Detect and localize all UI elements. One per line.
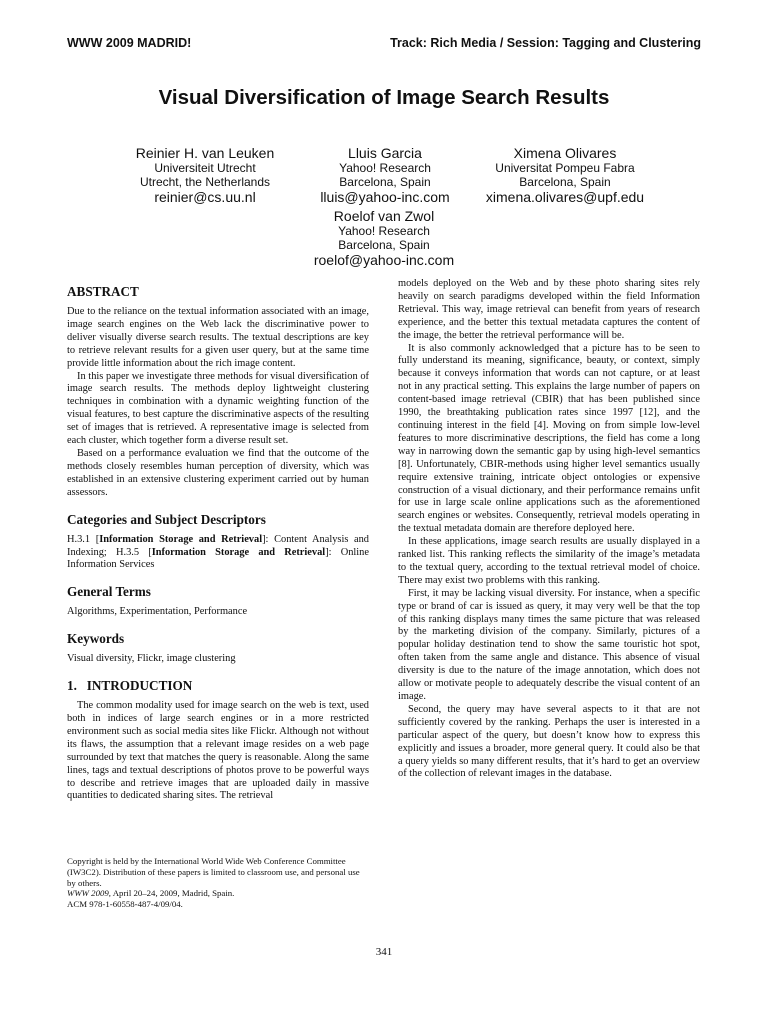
venue-details: , April 20–24, 2009, Madrid, Spain. <box>108 888 235 899</box>
keywords-section <box>67 631 369 666</box>
author-location: Utrecht, the Netherlands <box>139 174 271 189</box>
author-email: reinier@cs.uu.nl <box>154 189 256 205</box>
category-bold: Information Storage and Retrieval <box>151 546 326 558</box>
categories-heading: Categories and Subject Descriptors <box>67 511 266 527</box>
author-email: lluis@yahoo-inc.com <box>320 189 450 205</box>
categories-text <box>67 534 369 573</box>
category-text: ]: Content Analysis and Indexing; H.3.5 [ <box>67 533 370 558</box>
copyright-venue-line <box>67 888 369 899</box>
page-number: 341 <box>375 946 393 958</box>
abstract-paragraph: Due to the reliance on the textual information associated with an image, image search engines on the Web lack the discriminative power to deliver visually diverse search results. The textual descriptions are key to retrieve relevant results for a given user query, but at the same time provide little information about the rich image content. <box>67 306 369 369</box>
author-affiliation: Universitat Pompeu Fabra <box>495 161 635 175</box>
author-location: Barcelona, Spain <box>338 237 430 252</box>
author-location: Barcelona, Spain <box>519 174 611 189</box>
author-block-4 <box>284 208 484 268</box>
author-email: roelof@yahoo-inc.com <box>313 252 455 268</box>
abstract-heading: ABSTRACT <box>67 284 139 299</box>
abstract-paragraph: In this paper we investigate three methods for visual diversification of image search results. The methods deploy lightweight clustering techniques in combination with a dynamic weighting function of the visual features, to best capture the discriminative aspects of the resulting set of images that is retrieved. A representative image is selected from each cluster, which together form a diverse result set. <box>67 370 369 447</box>
acm-number: ACM 978-1-60558-487-4/09/04. <box>67 899 183 910</box>
category-text: ]: Online Information Services <box>67 546 369 571</box>
author-name: Reinier H. van Leuken <box>135 145 275 161</box>
author-name: Roelof van Zwol <box>333 208 435 224</box>
venue-name: WWW 2009 <box>67 888 109 899</box>
author-name: Ximena Olivares <box>513 145 617 161</box>
body-paragraph: models deployed on the Web and by these photo sharing sites rely heavily on search paradigms developed within the field Information Retrieval. This way, image retrieval can benefit from years of research experience, and the better this textual metadata captures the content of the image, the better the retrieval performance will be. <box>398 278 700 341</box>
introduction-paragraph: The common modality used for image search on the web is text, used both in indices of large search engines or in a more restricted environment such as social media sites like Flickr. Although not without its flaws, the assumption that a relevant image resides on a web page surrounded by text that matches the query is reasonable. Along the same lines, tags and textual descriptions of photos prove to be powerful ways to describe and retrieve images that are uploaded daily in massive quantities to dedicated sharing sites. The retrieval <box>67 700 369 802</box>
left-column <box>67 284 369 803</box>
introduction-section <box>67 678 369 803</box>
keywords-text: Visual diversity, Flickr, image clustering <box>67 653 236 665</box>
categories-section <box>67 512 369 573</box>
introduction-heading: 1. INTRODUCTION <box>67 678 193 694</box>
running-header-right: Track: Rich Media / Session: Tagging and Clustering <box>390 36 701 50</box>
author-location: Barcelona, Spain <box>339 174 431 189</box>
author-block-1 <box>110 145 300 205</box>
body-paragraph: Second, the query may have several aspects to it that are not sufficiently covered by the ranking. Perhaps the user is interested in a particular aspect of the query, but doesn’t know how to express this explicitly and issues a broader, more general query. It could also be that a query yields so many different results, that it’s hard to get an overview of the collection of relevant images in the database. <box>398 703 700 780</box>
body-paragraph: It is also commonly acknowledged that a picture has to be seen to fully understand its meaning, significance, beauty, or context, simply because it conveys information that words can not capture, or at least not in any practical setting. This explains the large number of papers on content-based image retrieval (CBIR) that has been published since 1990, the breathtaking publication rates since 1997 [12], and the continuing interest in the field [4]. Moving on from simple low-level features to more discriminative descriptions, the field has come a long way in narrowing down the semantic gap by using high-level semantics [8]. Unfortunately, CBIR-methods using higher level semantics usually require extensive training, intricate object ontologies or expensive construction of a visual dictionary, and their performance remains unfit for use in large scale online applications such as the aforementioned search engines or websites. Consequently, retrieval models operating in the textual metadata domain are therefore deployed here. <box>398 342 700 535</box>
author-block-3 <box>460 145 670 205</box>
category-bold: Information Storage and Retrieval <box>99 533 263 545</box>
author-affiliation: Yahoo! Research <box>338 224 430 238</box>
right-column <box>398 278 700 781</box>
copyright-text: Copyright is held by the International World Wide Web Conference Committee (IW3C2). Distribution of these papers is limited to classroom use, and personal use by others. <box>67 856 360 888</box>
general-terms-text: Algorithms, Experimentation, Performance <box>67 606 248 618</box>
author-name: Lluis Garcia <box>348 145 422 161</box>
body-paragraph: First, it may be lacking visual diversity. For instance, when a specific type or brand of car is issued as query, it may very well be that the top of this ranking displays many times the same picture that was released by the marketing division of the company. Similarly, pictures of a popular holiday destination tend to show the same touristic hot spot, often taken from the same angle and distance. This absence of visual diversity is due to the nature of the image annotation, which does not allow or motivate people to adequately describe the visual content of an image. <box>398 587 700 702</box>
author-block-2 <box>290 145 480 205</box>
paper-title: Visual Diversification of Image Search Results <box>158 86 610 109</box>
category-code: H.3.1 [ <box>67 533 100 545</box>
general-terms-section <box>67 584 369 619</box>
author-affiliation: Universiteit Utrecht <box>154 161 256 175</box>
keywords-heading: Keywords <box>67 631 125 647</box>
author-email: ximena.olivares@upf.edu <box>485 189 645 205</box>
general-terms-heading: General Terms <box>67 584 151 600</box>
copyright-notice <box>67 856 369 910</box>
author-affiliation: Yahoo! Research <box>339 161 431 175</box>
abstract-paragraph: Based on a performance evaluation we find that the outcome of the methods closely resembles human perception of diversity, which was established in an extensive clustering experiment carried out by human assessors. <box>67 447 369 498</box>
body-paragraph: In these applications, image search results are usually displayed in a ranked list. This ranking reflects the similarity of the image’s metadata to the textual query, according to the textual retrieval model of choice. There may exist two problems with this ranking. <box>398 536 700 586</box>
running-header-left: WWW 2009 MADRID! <box>67 36 192 50</box>
